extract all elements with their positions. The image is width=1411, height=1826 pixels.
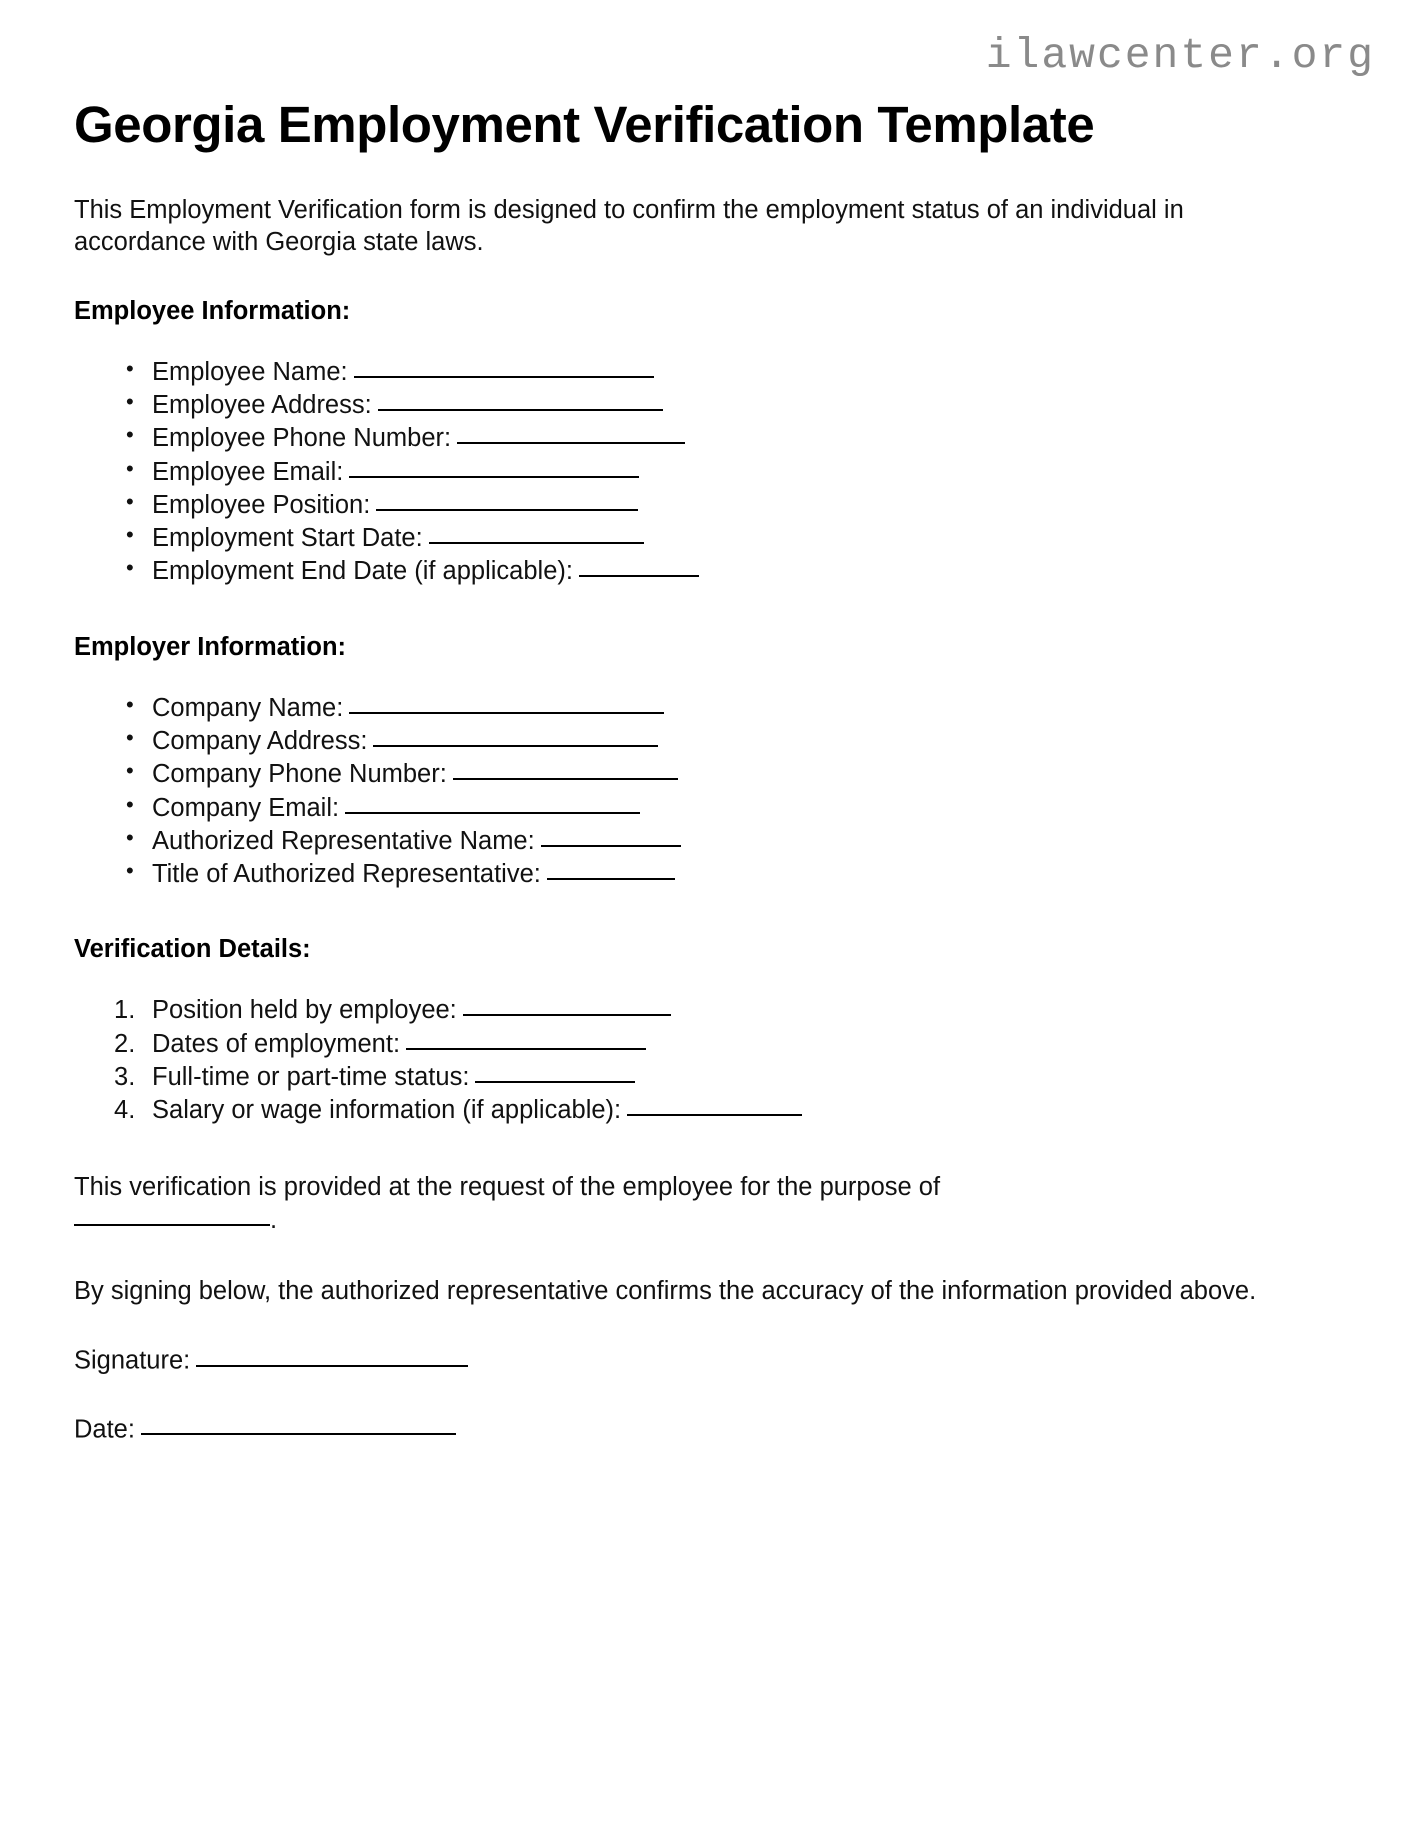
field-label: Company Address: (152, 727, 368, 755)
field-label: Company Email: (152, 793, 340, 822)
fill-line (349, 454, 639, 477)
spacer (74, 1307, 1314, 1345)
spacer (74, 662, 1314, 692)
field-label: Employee Address: (152, 391, 372, 420)
employer-field-list (74, 692, 1314, 892)
list-item (152, 522, 1314, 555)
field-label: Employment End Date (if applicable): (152, 557, 573, 586)
purpose-paragraph (74, 1171, 1304, 1236)
field-label: Salary or wage information (if applicable): (152, 1096, 622, 1125)
list-item (152, 389, 1314, 422)
spacer (74, 1237, 1314, 1275)
date-fill-line (141, 1412, 456, 1435)
fill-line (453, 757, 678, 780)
spacer (74, 259, 1314, 297)
fill-line (378, 388, 663, 411)
fill-line (349, 690, 664, 713)
list-item (152, 489, 1314, 522)
list-item (152, 994, 1314, 1027)
purpose-text: This verification is provided at the request of the employee for the purpose of (74, 1173, 941, 1202)
fill-line (354, 354, 654, 377)
list-item (152, 758, 1314, 791)
fill-line (627, 1093, 802, 1116)
employee-information-heading: Employee Information: (74, 296, 351, 325)
list-item (152, 456, 1314, 489)
date-label: Date: (74, 1415, 135, 1444)
field-label: Employee Name: (152, 357, 348, 386)
site-watermark: ilawcenter.org (985, 31, 1375, 80)
intro-paragraph: This Employment Verification form is designed to confirm the employment status of an individual in accordance with Georgia state laws. (74, 195, 1184, 257)
fill-line (475, 1059, 635, 1082)
field-label: Company Phone Number: (152, 760, 447, 789)
signature-label: Signature: (74, 1346, 191, 1375)
field-label: Employee Position: (152, 490, 371, 519)
fill-line (345, 790, 640, 813)
verification-details-heading: Verification Details: (74, 935, 311, 964)
date-line (74, 1414, 1314, 1444)
employer-information-heading: Employer Information: (74, 632, 347, 661)
list-item (152, 858, 1314, 891)
signing-statement-paragraph: By signing below, the authorized representative confirms the accuracy of the information provided above. (74, 1276, 1257, 1305)
verification-details-list (74, 994, 1314, 1127)
purpose-fill-line (74, 1203, 270, 1226)
fill-line (457, 421, 685, 444)
list-item (152, 356, 1314, 389)
list-item (152, 1061, 1314, 1094)
list-item (152, 725, 1314, 758)
list-item (152, 692, 1314, 725)
fill-line (463, 993, 671, 1016)
field-label: Employee Email: (152, 457, 344, 486)
field-label: Position held by employee: (152, 996, 457, 1025)
field-label: Company Name: (152, 693, 344, 722)
list-item (152, 422, 1314, 455)
fill-line (547, 857, 675, 880)
spacer (74, 1376, 1314, 1414)
spacer (74, 964, 1314, 994)
spacer (74, 891, 1314, 935)
list-item (152, 1028, 1314, 1061)
field-label: Title of Authorized Representative: (152, 860, 541, 889)
fill-line (579, 554, 699, 577)
list-item (152, 825, 1314, 858)
fill-line (429, 521, 644, 544)
spacer (74, 326, 1314, 356)
spacer (74, 589, 1314, 633)
list-item (152, 555, 1314, 588)
employee-field-list (74, 356, 1314, 589)
fill-line (541, 823, 681, 846)
fill-line (376, 488, 638, 511)
list-item (152, 792, 1314, 825)
field-label: Authorized Representative Name: (152, 826, 535, 855)
signature-fill-line (196, 1343, 468, 1366)
fill-line (373, 724, 658, 747)
spacer (74, 1127, 1314, 1171)
purpose-period: . (270, 1206, 278, 1235)
field-label: Employee Phone Number: (152, 424, 452, 453)
document-content (74, 96, 1314, 1444)
list-item (152, 1094, 1314, 1127)
field-label: Dates of employment: (152, 1029, 401, 1058)
signature-line (74, 1345, 1314, 1375)
field-label: Employment Start Date: (152, 524, 423, 553)
field-label: Full-time or part-time status: (152, 1062, 470, 1091)
fill-line (406, 1026, 646, 1049)
page-title: Georgia Employment Verification Template (74, 96, 1095, 153)
